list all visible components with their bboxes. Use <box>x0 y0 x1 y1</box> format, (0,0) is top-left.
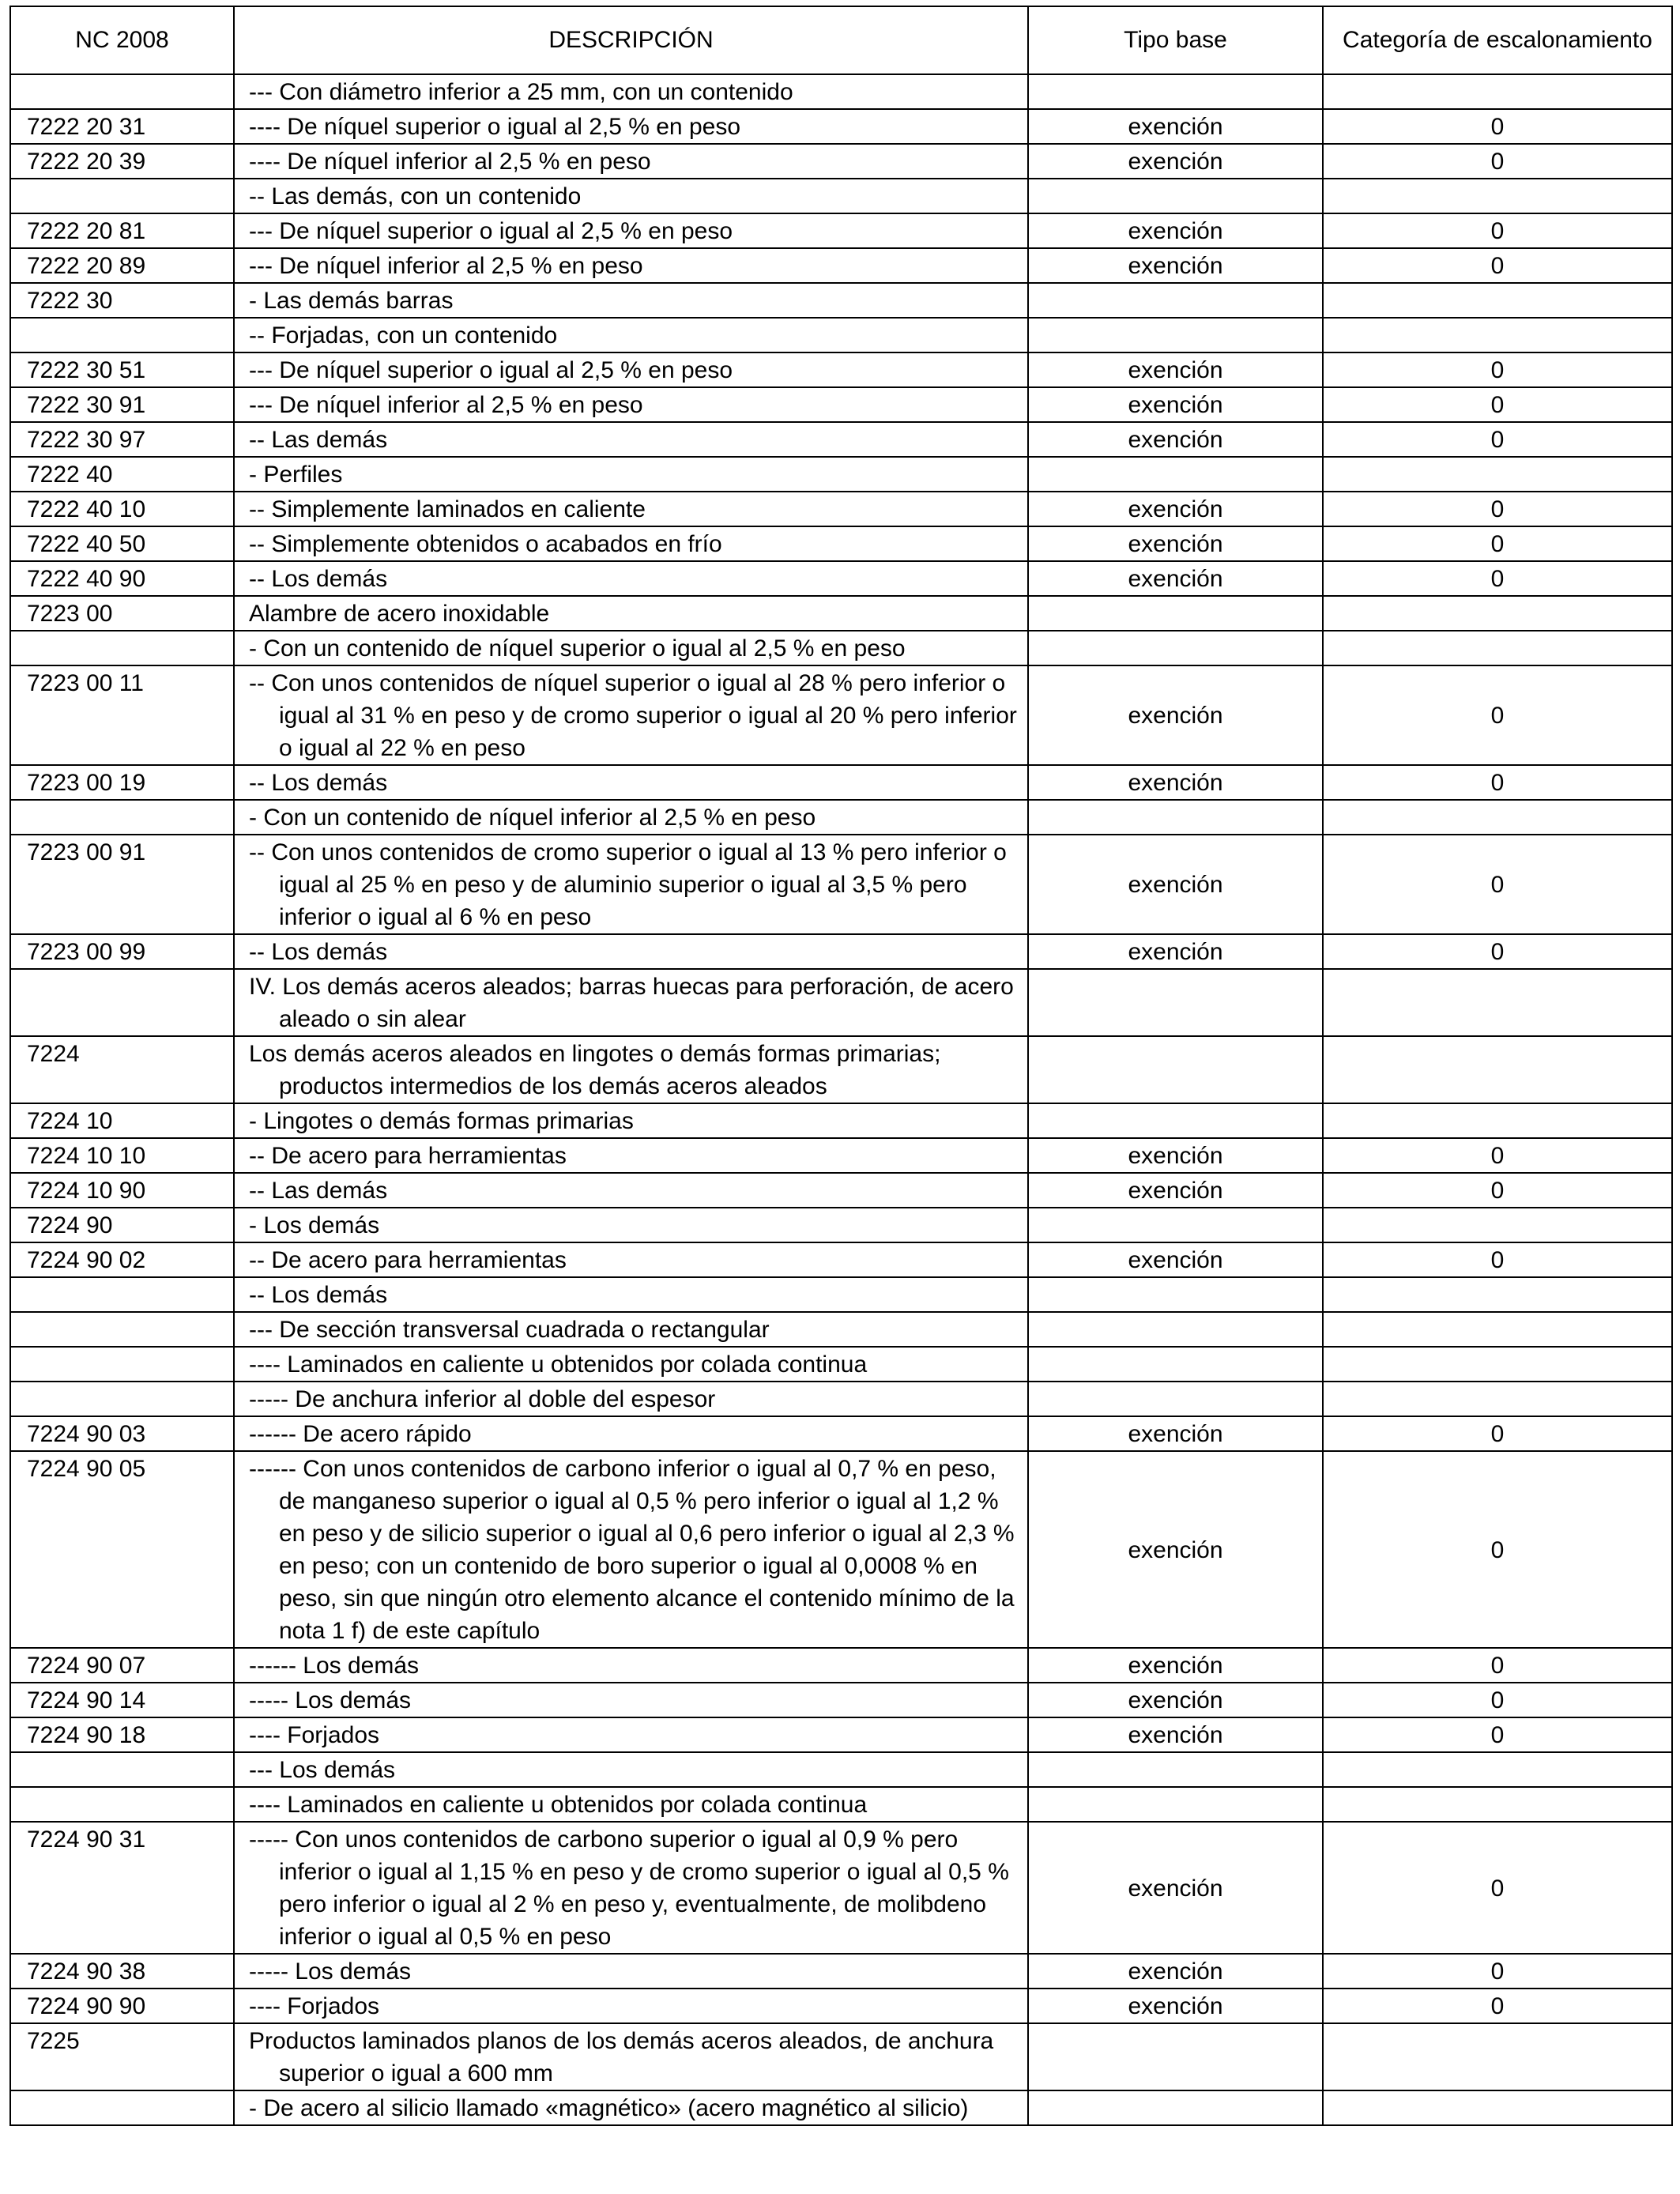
categoria-cell: 0 <box>1323 561 1672 596</box>
table-row <box>10 934 1672 969</box>
nc-code-cell: 7224 90 18 <box>10 1717 234 1752</box>
description-text: ----- De anchura inferior al doble del espesor <box>249 1386 716 1412</box>
nc-code-cell <box>10 1752 234 1787</box>
table-header <box>10 6 1672 74</box>
description-text: --- De sección transversal cuadrada o rectangular <box>249 1317 770 1343</box>
table-row <box>10 1347 1672 1382</box>
description-cell <box>234 144 1028 179</box>
table-row <box>10 1752 1672 1787</box>
description-cell <box>234 1312 1028 1347</box>
description-text: ---- Forjados <box>249 1722 380 1748</box>
tipo-base-cell: exención <box>1028 1416 1323 1451</box>
description-text: ---- Forjados <box>249 1993 380 2019</box>
description-text: --- De níquel superior o igual al 2,5 % en peso <box>249 218 733 244</box>
nc-code-cell: 7222 30 51 <box>10 352 234 387</box>
header-nc-2008: NC 2008 <box>10 6 234 74</box>
tipo-base-cell: exención <box>1028 1451 1323 1648</box>
nc-code-cell: 7223 00 11 <box>10 665 234 765</box>
nc-code-cell <box>10 1312 234 1347</box>
tipo-base-cell: exención <box>1028 1683 1323 1717</box>
description-cell <box>234 1752 1028 1787</box>
description-text: -- Los demás <box>249 1282 388 1308</box>
categoria-cell: 0 <box>1323 1173 1672 1208</box>
description-cell <box>234 2090 1028 2125</box>
categoria-cell <box>1323 1382 1672 1416</box>
table-row <box>10 74 1672 109</box>
description-text: ------ Con unos contenidos de carbono inferior o igual al 0,7 % en peso, de manganeso superior o igual al 0,5 % pero inferior o igual al 1,2 % en peso y de silicio superior o igual al 0,6 pero inferior o igual al 2,3 % en peso; con un contenido de boro superior o igual al 0,0008 % en peso, sin que ningún otro elemento alcance el contenido mínimo de la nota 1 f) de este capítulo <box>249 1456 1015 1644</box>
tipo-base-cell <box>1028 1277 1323 1312</box>
description-text: -- Simplemente obtenidos o acabados en frío <box>249 531 722 557</box>
table-row <box>10 800 1672 835</box>
description-cell <box>234 800 1028 835</box>
categoria-cell <box>1323 457 1672 492</box>
table-row <box>10 1954 1672 1989</box>
tipo-base-cell: exención <box>1028 1138 1323 1173</box>
nc-code-cell: 7224 90 07 <box>10 1648 234 1683</box>
table-row <box>10 1138 1672 1173</box>
nc-code-cell: 7224 90 <box>10 1208 234 1242</box>
categoria-cell: 0 <box>1323 765 1672 800</box>
categoria-cell <box>1323 179 1672 213</box>
table-row <box>10 352 1672 387</box>
description-text: --- De níquel superior o igual al 2,5 % en peso <box>249 357 733 383</box>
table-row <box>10 144 1672 179</box>
categoria-cell: 0 <box>1323 144 1672 179</box>
description-text: - De acero al silicio llamado «magnético» (acero magnético al silicio) <box>249 2095 969 2121</box>
nc-code-cell: 7222 30 97 <box>10 422 234 457</box>
nc-code-cell <box>10 1277 234 1312</box>
categoria-cell <box>1323 1787 1672 1822</box>
tipo-base-cell <box>1028 1103 1323 1138</box>
tipo-base-cell: exención <box>1028 1822 1323 1954</box>
description-text: ---- Laminados en caliente u obtenidos por colada continua <box>249 1792 868 1818</box>
header-categoria: Categoría de escalonamiento <box>1323 6 1672 74</box>
tipo-base-cell <box>1028 596 1323 631</box>
description-cell <box>234 1382 1028 1416</box>
description-cell <box>234 318 1028 352</box>
table-row <box>10 109 1672 144</box>
description-text: -- Los demás <box>249 939 388 965</box>
description-cell <box>234 596 1028 631</box>
description-cell <box>234 1683 1028 1717</box>
header-descripcion: DESCRIPCIÓN <box>234 6 1028 74</box>
categoria-cell: 0 <box>1323 1822 1672 1954</box>
categoria-cell <box>1323 1347 1672 1382</box>
description-cell <box>234 1822 1028 1954</box>
categoria-cell: 0 <box>1323 526 1672 561</box>
tipo-base-cell <box>1028 1208 1323 1242</box>
description-text: Alambre de acero inoxidable <box>249 601 550 627</box>
categoria-cell: 0 <box>1323 248 1672 283</box>
table-row <box>10 1822 1672 1954</box>
description-text: -- Simplemente laminados en caliente <box>249 496 646 522</box>
description-cell <box>234 422 1028 457</box>
categoria-cell <box>1323 74 1672 109</box>
categoria-cell <box>1323 318 1672 352</box>
table-row <box>10 283 1672 318</box>
table-row <box>10 1416 1672 1451</box>
nc-code-cell: 7224 90 03 <box>10 1416 234 1451</box>
table-row <box>10 596 1672 631</box>
description-cell <box>234 1954 1028 1989</box>
tipo-base-cell <box>1028 1787 1323 1822</box>
description-text: ---- De níquel inferior al 2,5 % en peso <box>249 149 651 175</box>
tipo-base-cell: exención <box>1028 1989 1323 2023</box>
categoria-cell: 0 <box>1323 665 1672 765</box>
description-text: - Perfiles <box>249 462 343 488</box>
nc-code-cell <box>10 1787 234 1822</box>
description-text: ------ Los demás <box>249 1653 420 1679</box>
categoria-cell <box>1323 1208 1672 1242</box>
description-cell <box>234 665 1028 765</box>
description-text: - Lingotes o demás formas primarias <box>249 1108 634 1134</box>
categoria-cell: 0 <box>1323 1242 1672 1277</box>
nc-code-cell: 7222 40 10 <box>10 492 234 526</box>
description-cell <box>234 1989 1028 2023</box>
categoria-cell: 0 <box>1323 1989 1672 2023</box>
categoria-cell <box>1323 1752 1672 1787</box>
description-cell <box>234 1208 1028 1242</box>
tipo-base-cell <box>1028 2090 1323 2125</box>
table-row <box>10 457 1672 492</box>
description-text: ----- Los demás <box>249 1958 412 1985</box>
table-row <box>10 1036 1672 1103</box>
header-tipo-base: Tipo base <box>1028 6 1323 74</box>
tipo-base-cell <box>1028 179 1323 213</box>
nc-code-cell: 7225 <box>10 2023 234 2090</box>
categoria-cell <box>1323 283 1672 318</box>
description-text: -- Las demás, con un contenido <box>249 183 582 209</box>
table-row <box>10 631 1672 665</box>
nc-code-cell: 7224 90 31 <box>10 1822 234 1954</box>
description-cell <box>234 934 1028 969</box>
tipo-base-cell <box>1028 74 1323 109</box>
tipo-base-cell <box>1028 800 1323 835</box>
description-cell <box>234 283 1028 318</box>
description-cell <box>234 1787 1028 1822</box>
categoria-cell: 0 <box>1323 1683 1672 1717</box>
table-row <box>10 665 1672 765</box>
categoria-cell <box>1323 2023 1672 2090</box>
tipo-base-cell: exención <box>1028 1173 1323 1208</box>
categoria-cell <box>1323 1036 1672 1103</box>
description-text: --- Con diámetro inferior a 25 mm, con un contenido <box>249 79 793 105</box>
description-cell <box>234 213 1028 248</box>
tipo-base-cell: exención <box>1028 1954 1323 1989</box>
description-text: -- Con unos contenidos de cromo superior o igual al 13 % pero inferior o igual al 25 % en peso y de aluminio superior o igual al 3,5 % pero inferior o igual al 6 % en peso <box>249 839 1007 930</box>
tipo-base-cell <box>1028 631 1323 665</box>
table-row <box>10 1103 1672 1138</box>
description-cell <box>234 109 1028 144</box>
nc-code-cell: 7224 10 10 <box>10 1138 234 1173</box>
description-cell <box>234 1036 1028 1103</box>
table-row <box>10 1242 1672 1277</box>
description-text: - Con un contenido de níquel inferior al 2,5 % en peso <box>249 805 816 831</box>
categoria-cell: 0 <box>1323 109 1672 144</box>
tipo-base-cell: exención <box>1028 934 1323 969</box>
nc-code-cell: 7224 10 <box>10 1103 234 1138</box>
table-row <box>10 969 1672 1036</box>
description-text: --- De níquel inferior al 2,5 % en peso <box>249 392 643 418</box>
nc-code-cell: 7222 40 50 <box>10 526 234 561</box>
categoria-cell: 0 <box>1323 422 1672 457</box>
table-row <box>10 213 1672 248</box>
description-cell <box>234 1648 1028 1683</box>
table-row <box>10 492 1672 526</box>
nc-code-cell: 7224 90 90 <box>10 1989 234 2023</box>
table-row <box>10 2090 1672 2125</box>
categoria-cell <box>1323 800 1672 835</box>
description-text: --- Los demás <box>249 1757 396 1783</box>
description-text: Los demás aceros aleados en lingotes o demás formas primarias; productos intermedios de los demás aceros aleados <box>249 1041 941 1099</box>
categoria-cell: 0 <box>1323 1451 1672 1648</box>
description-text: - Los demás <box>249 1212 380 1238</box>
description-text: -- Los demás <box>249 566 388 592</box>
table-row <box>10 422 1672 457</box>
description-cell <box>234 1277 1028 1312</box>
description-cell <box>234 492 1028 526</box>
table-body <box>10 74 1672 2125</box>
description-text: -- Las demás <box>249 1178 388 1204</box>
nc-code-cell <box>10 800 234 835</box>
categoria-cell: 0 <box>1323 1648 1672 1683</box>
table-row <box>10 1312 1672 1347</box>
description-text: Productos laminados planos de los demás aceros aleados, de anchura superior o igual a 600 mm <box>249 2028 994 2087</box>
description-cell <box>234 631 1028 665</box>
description-cell <box>234 1416 1028 1451</box>
table-row <box>10 526 1672 561</box>
nc-code-cell: 7222 30 91 <box>10 387 234 422</box>
description-cell <box>234 835 1028 934</box>
header-row <box>10 6 1672 74</box>
description-cell <box>234 1138 1028 1173</box>
nc-code-cell: 7224 90 05 <box>10 1451 234 1648</box>
description-text: -- Las demás <box>249 427 388 453</box>
description-cell <box>234 561 1028 596</box>
tipo-base-cell <box>1028 969 1323 1036</box>
table-row <box>10 1717 1672 1752</box>
tipo-base-cell: exención <box>1028 1717 1323 1752</box>
nc-code-cell: 7224 <box>10 1036 234 1103</box>
tipo-base-cell <box>1028 283 1323 318</box>
tipo-base-cell: exención <box>1028 109 1323 144</box>
table-row <box>10 561 1672 596</box>
tipo-base-cell: exención <box>1028 248 1323 283</box>
description-text: ----- Los demás <box>249 1687 412 1713</box>
categoria-cell: 0 <box>1323 1138 1672 1173</box>
table-row <box>10 179 1672 213</box>
tipo-base-cell <box>1028 1382 1323 1416</box>
nc-code-cell: 7222 20 39 <box>10 144 234 179</box>
description-text: -- Con unos contenidos de níquel superior o igual al 28 % pero inferior o igual al 31 % en peso y de cromo superior o igual al 20 % pero inferior o igual al 22 % en peso <box>249 670 1017 761</box>
description-cell <box>234 74 1028 109</box>
table-row <box>10 835 1672 934</box>
nc-code-cell: 7223 00 91 <box>10 835 234 934</box>
table-row <box>10 1648 1672 1683</box>
nc-code-cell: 7224 90 14 <box>10 1683 234 1717</box>
description-cell <box>234 457 1028 492</box>
categoria-cell: 0 <box>1323 387 1672 422</box>
description-cell <box>234 179 1028 213</box>
description-text: ---- Laminados en caliente u obtenidos por colada continua <box>249 1351 868 1378</box>
description-text: --- De níquel inferior al 2,5 % en peso <box>249 253 643 279</box>
nc-code-cell: 7224 90 02 <box>10 1242 234 1277</box>
table-row <box>10 318 1672 352</box>
table-row <box>10 2023 1672 2090</box>
nc-code-cell: 7222 20 31 <box>10 109 234 144</box>
categoria-cell <box>1323 596 1672 631</box>
tipo-base-cell: exención <box>1028 561 1323 596</box>
description-cell <box>234 1347 1028 1382</box>
nc-code-cell: 7223 00 <box>10 596 234 631</box>
categoria-cell: 0 <box>1323 213 1672 248</box>
description-cell <box>234 387 1028 422</box>
description-cell <box>234 765 1028 800</box>
categoria-cell: 0 <box>1323 492 1672 526</box>
table-row <box>10 248 1672 283</box>
description-text: -- De acero para herramientas <box>249 1143 567 1169</box>
tipo-base-cell <box>1028 1312 1323 1347</box>
tariff-table <box>9 6 1673 2126</box>
categoria-cell: 0 <box>1323 1416 1672 1451</box>
nc-code-cell: 7222 30 <box>10 283 234 318</box>
description-cell <box>234 352 1028 387</box>
categoria-cell <box>1323 1312 1672 1347</box>
categoria-cell <box>1323 631 1672 665</box>
description-text: -- De acero para herramientas <box>249 1247 567 1273</box>
tipo-base-cell: exención <box>1028 1648 1323 1683</box>
tipo-base-cell: exención <box>1028 1242 1323 1277</box>
nc-code-cell <box>10 1382 234 1416</box>
nc-code-cell: 7222 20 89 <box>10 248 234 283</box>
description-cell <box>234 1242 1028 1277</box>
table-row <box>10 1382 1672 1416</box>
description-text: ---- De níquel superior o igual al 2,5 % en peso <box>249 114 741 140</box>
nc-code-cell: 7222 40 90 <box>10 561 234 596</box>
nc-code-cell <box>10 2090 234 2125</box>
tipo-base-cell: exención <box>1028 665 1323 765</box>
tipo-base-cell <box>1028 1036 1323 1103</box>
nc-code-cell: 7222 40 <box>10 457 234 492</box>
categoria-cell <box>1323 1103 1672 1138</box>
categoria-cell <box>1323 2090 1672 2125</box>
nc-code-cell <box>10 631 234 665</box>
table-row <box>10 765 1672 800</box>
table-row <box>10 1787 1672 1822</box>
tipo-base-cell: exención <box>1028 765 1323 800</box>
nc-code-cell <box>10 1347 234 1382</box>
table-row <box>10 1683 1672 1717</box>
nc-code-cell <box>10 318 234 352</box>
table-row <box>10 1451 1672 1648</box>
nc-code-cell <box>10 969 234 1036</box>
description-cell <box>234 2023 1028 2090</box>
categoria-cell: 0 <box>1323 352 1672 387</box>
categoria-cell: 0 <box>1323 835 1672 934</box>
description-cell <box>234 248 1028 283</box>
description-text: ------ De acero rápido <box>249 1421 472 1447</box>
nc-code-cell: 7223 00 99 <box>10 934 234 969</box>
description-text: -- Forjadas, con un contenido <box>249 322 558 349</box>
tipo-base-cell: exención <box>1028 213 1323 248</box>
description-cell <box>234 1451 1028 1648</box>
categoria-cell: 0 <box>1323 1717 1672 1752</box>
categoria-cell <box>1323 1277 1672 1312</box>
categoria-cell: 0 <box>1323 934 1672 969</box>
tipo-base-cell <box>1028 318 1323 352</box>
nc-code-cell <box>10 74 234 109</box>
description-text: ----- Con unos contenidos de carbono superior o igual al 0,9 % pero inferior o igual al 1,15 % en peso y de cromo superior o igual al 0,5 % pero inferior o igual al 2 % en peso y, eventualmente, de molibdeno inferior o igual al 0,5 % en peso <box>249 1826 1009 1950</box>
nc-code-cell: 7223 00 19 <box>10 765 234 800</box>
nc-code-cell: 7222 20 81 <box>10 213 234 248</box>
description-text: IV. Los demás aceros aleados; barras huecas para perforación, de acero aleado o sin alear <box>249 974 1014 1032</box>
tipo-base-cell: exención <box>1028 422 1323 457</box>
description-text: - Las demás barras <box>249 288 454 314</box>
tipo-base-cell <box>1028 2023 1323 2090</box>
categoria-cell <box>1323 969 1672 1036</box>
tipo-base-cell: exención <box>1028 352 1323 387</box>
description-text: -- Los demás <box>249 770 388 796</box>
tipo-base-cell: exención <box>1028 835 1323 934</box>
tipo-base-cell: exención <box>1028 492 1323 526</box>
categoria-cell: 0 <box>1323 1954 1672 1989</box>
description-cell <box>234 1173 1028 1208</box>
tipo-base-cell: exención <box>1028 144 1323 179</box>
table-row <box>10 1208 1672 1242</box>
description-cell <box>234 969 1028 1036</box>
nc-code-cell: 7224 10 90 <box>10 1173 234 1208</box>
tipo-base-cell <box>1028 1752 1323 1787</box>
table-row <box>10 1173 1672 1208</box>
tipo-base-cell: exención <box>1028 526 1323 561</box>
nc-code-cell <box>10 179 234 213</box>
table-row <box>10 387 1672 422</box>
description-cell <box>234 1103 1028 1138</box>
tipo-base-cell: exención <box>1028 387 1323 422</box>
tipo-base-cell <box>1028 457 1323 492</box>
table-row <box>10 1989 1672 2023</box>
description-cell <box>234 1717 1028 1752</box>
table-row <box>10 1277 1672 1312</box>
description-text: - Con un contenido de níquel superior o igual al 2,5 % en peso <box>249 635 906 662</box>
tipo-base-cell <box>1028 1347 1323 1382</box>
description-cell <box>234 526 1028 561</box>
nc-code-cell: 7224 90 38 <box>10 1954 234 1989</box>
